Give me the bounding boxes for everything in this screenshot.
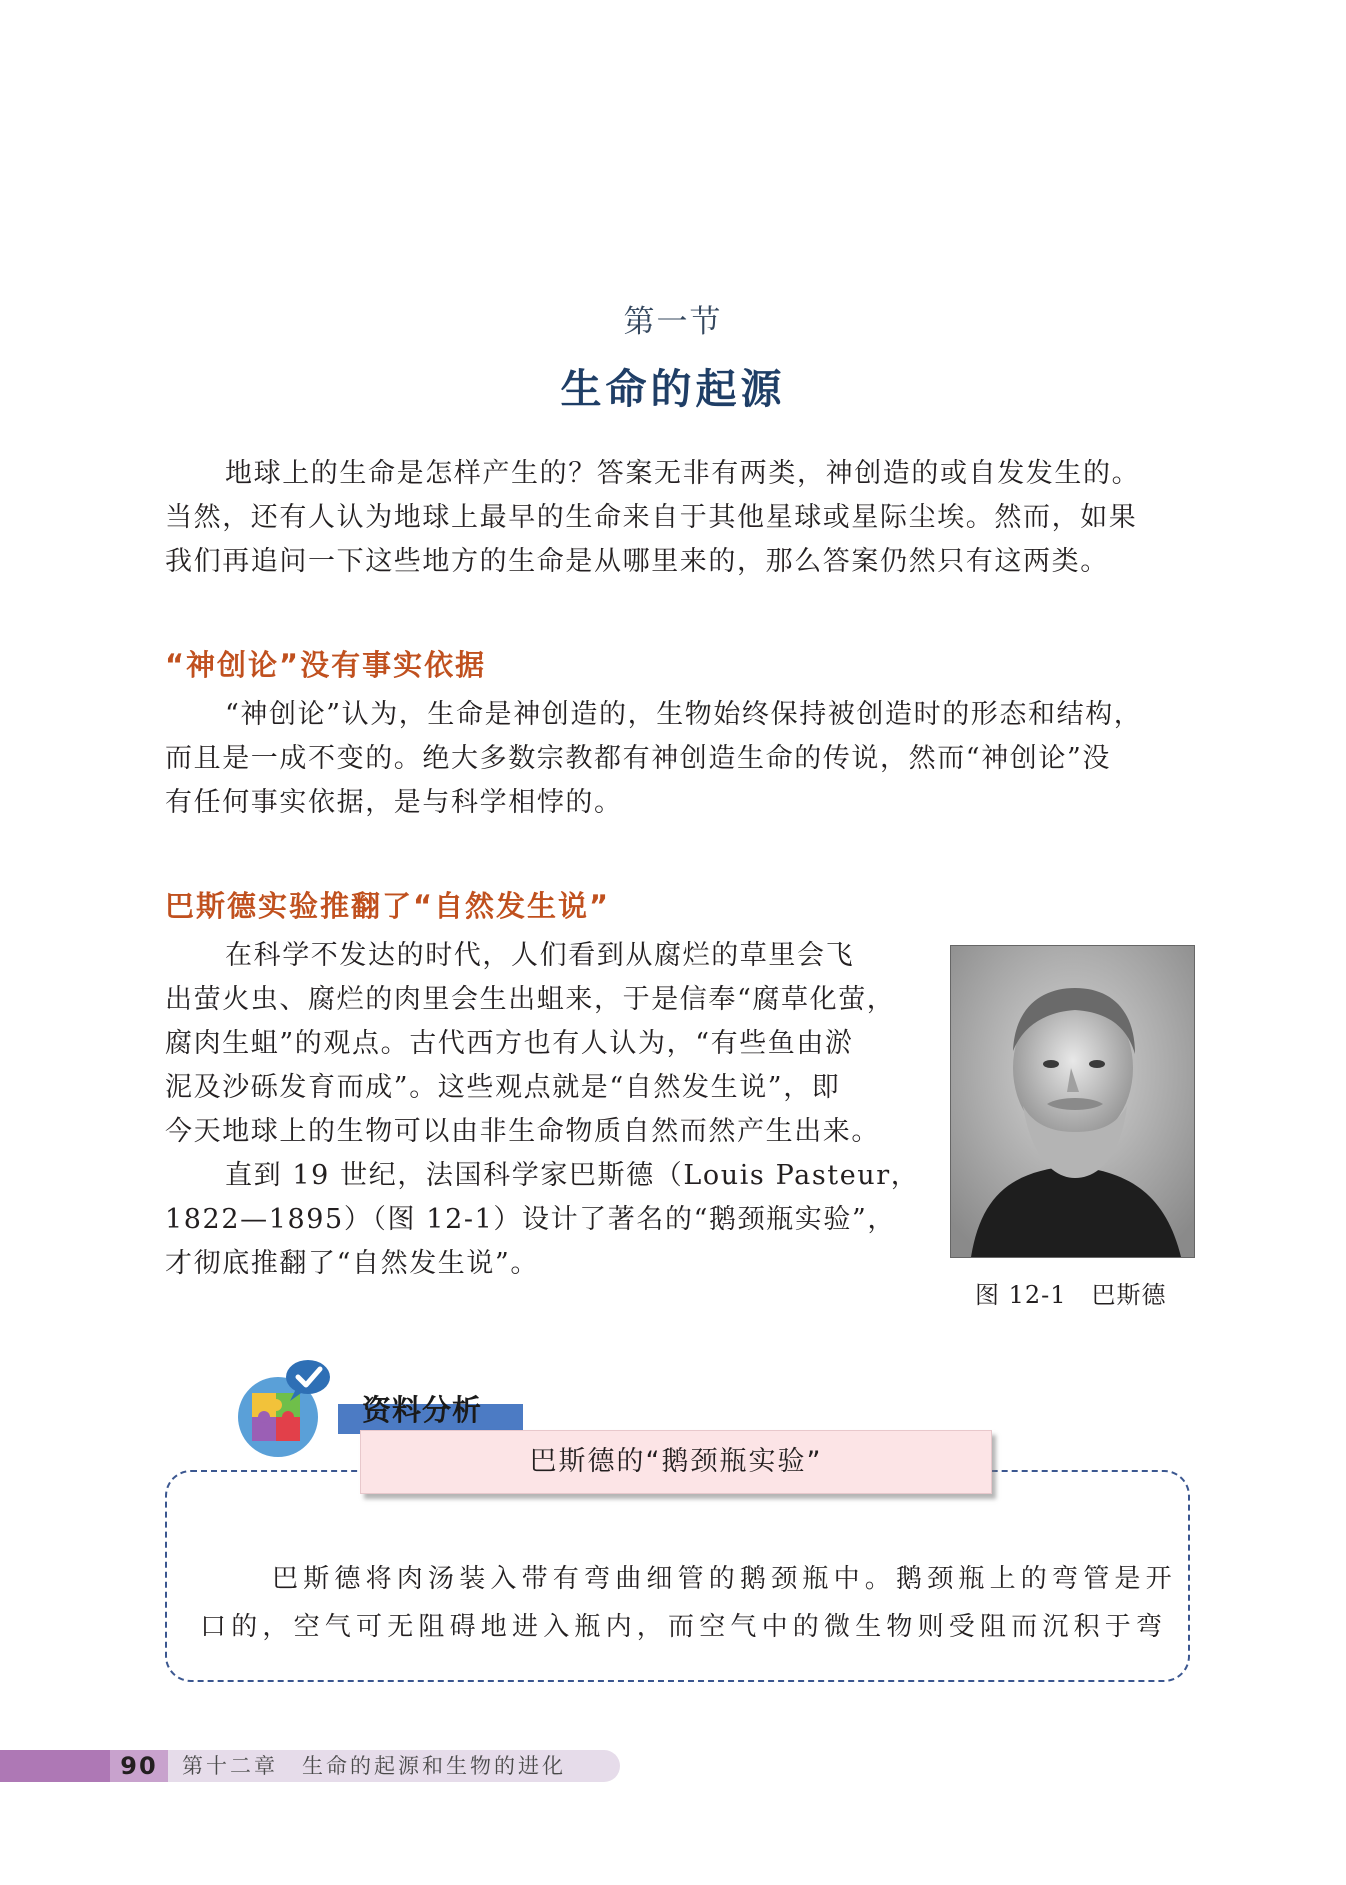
intro-line: 当然，还有人认为地球上最早的生命来自于其他星球或星际尘埃。然而，如果 xyxy=(165,502,1138,533)
figure-caption: 图 12-1 巴斯德 xyxy=(975,1281,1167,1309)
pasteur-heading: 巴斯德实验推翻了“自然发生说” xyxy=(165,889,611,923)
analysis-line: 巴斯德将肉汤装入带有弯曲细管的鹅颈瓶中。鹅颈瓶上的弯管是开 xyxy=(272,1564,1177,1594)
analysis-icon xyxy=(230,1355,340,1465)
pasteur-line: 才彻底推翻了“自然发生说”。 xyxy=(165,1248,540,1279)
pasteur-line: 腐肉生蛆”的观点。古代西方也有人认为，“有些鱼由淤 xyxy=(165,1028,854,1059)
pasteur-line: 出萤火虫、腐烂的肉里会生出蛆来，于是信奉“腐草化萤， xyxy=(165,984,896,1015)
analysis-line: 口的，空气可无阻碍地进入瓶内，而空气中的微生物则受阻而沉积于弯 xyxy=(200,1612,1168,1642)
intro-line: 我们再追问一下这些地方的生命是从哪里来的，那么答案仍然只有这两类。 xyxy=(165,546,1109,577)
analysis-title: 巴斯德的“鹅颈瓶实验” xyxy=(360,1430,992,1494)
creationism-line: “神创论”认为，生命是神创造的，生物始终保持被创造时的形态和结构， xyxy=(225,699,1143,730)
intro-paragraph xyxy=(165,452,1200,584)
footer-accent xyxy=(0,1750,112,1782)
pasteur-line: 1822—1895）（图 12-1）设计了著名的“鹅颈瓶实验”， xyxy=(165,1204,896,1235)
section-number: 第一节 xyxy=(623,304,723,340)
creationism-heading: “神创论”没有事实依据 xyxy=(165,648,487,682)
pasteur-line: 直到 19 世纪，法国科学家巴斯德（Louis Pasteur， xyxy=(225,1160,920,1191)
analysis-tab-label: 资料分析 xyxy=(362,1393,483,1427)
analysis-text xyxy=(200,1555,1177,1651)
pasteur-line: 今天地球上的生物可以由非生命物质自然而然产生出来。 xyxy=(165,1116,880,1147)
page-number: 90 xyxy=(110,1750,168,1782)
creationism-line: 而且是一成不变的。绝大多数宗教都有神创造生命的传说，然而“神创论”没 xyxy=(165,743,1112,774)
pasteur-line: 在科学不发达的时代，人们看到从腐烂的草里会飞 xyxy=(225,940,855,971)
section-title: 生命的起源 xyxy=(560,365,786,413)
pasteur-paragraph xyxy=(165,934,920,1286)
pasteur-portrait xyxy=(950,945,1195,1258)
creationism-paragraph xyxy=(165,693,1200,825)
intro-line: 地球上的生命是怎样产生的？答案无非有两类，神创造的或自发发生的。 xyxy=(225,458,1141,489)
chapter-title: 第十二章 生命的起源和生物的进化 xyxy=(182,1754,566,1778)
pasteur-line: 泥及沙砾发育而成”。这些观点就是“自然发生说”，即 xyxy=(165,1072,841,1103)
creationism-line: 有任何事实依据，是与科学相悖的。 xyxy=(165,787,623,818)
